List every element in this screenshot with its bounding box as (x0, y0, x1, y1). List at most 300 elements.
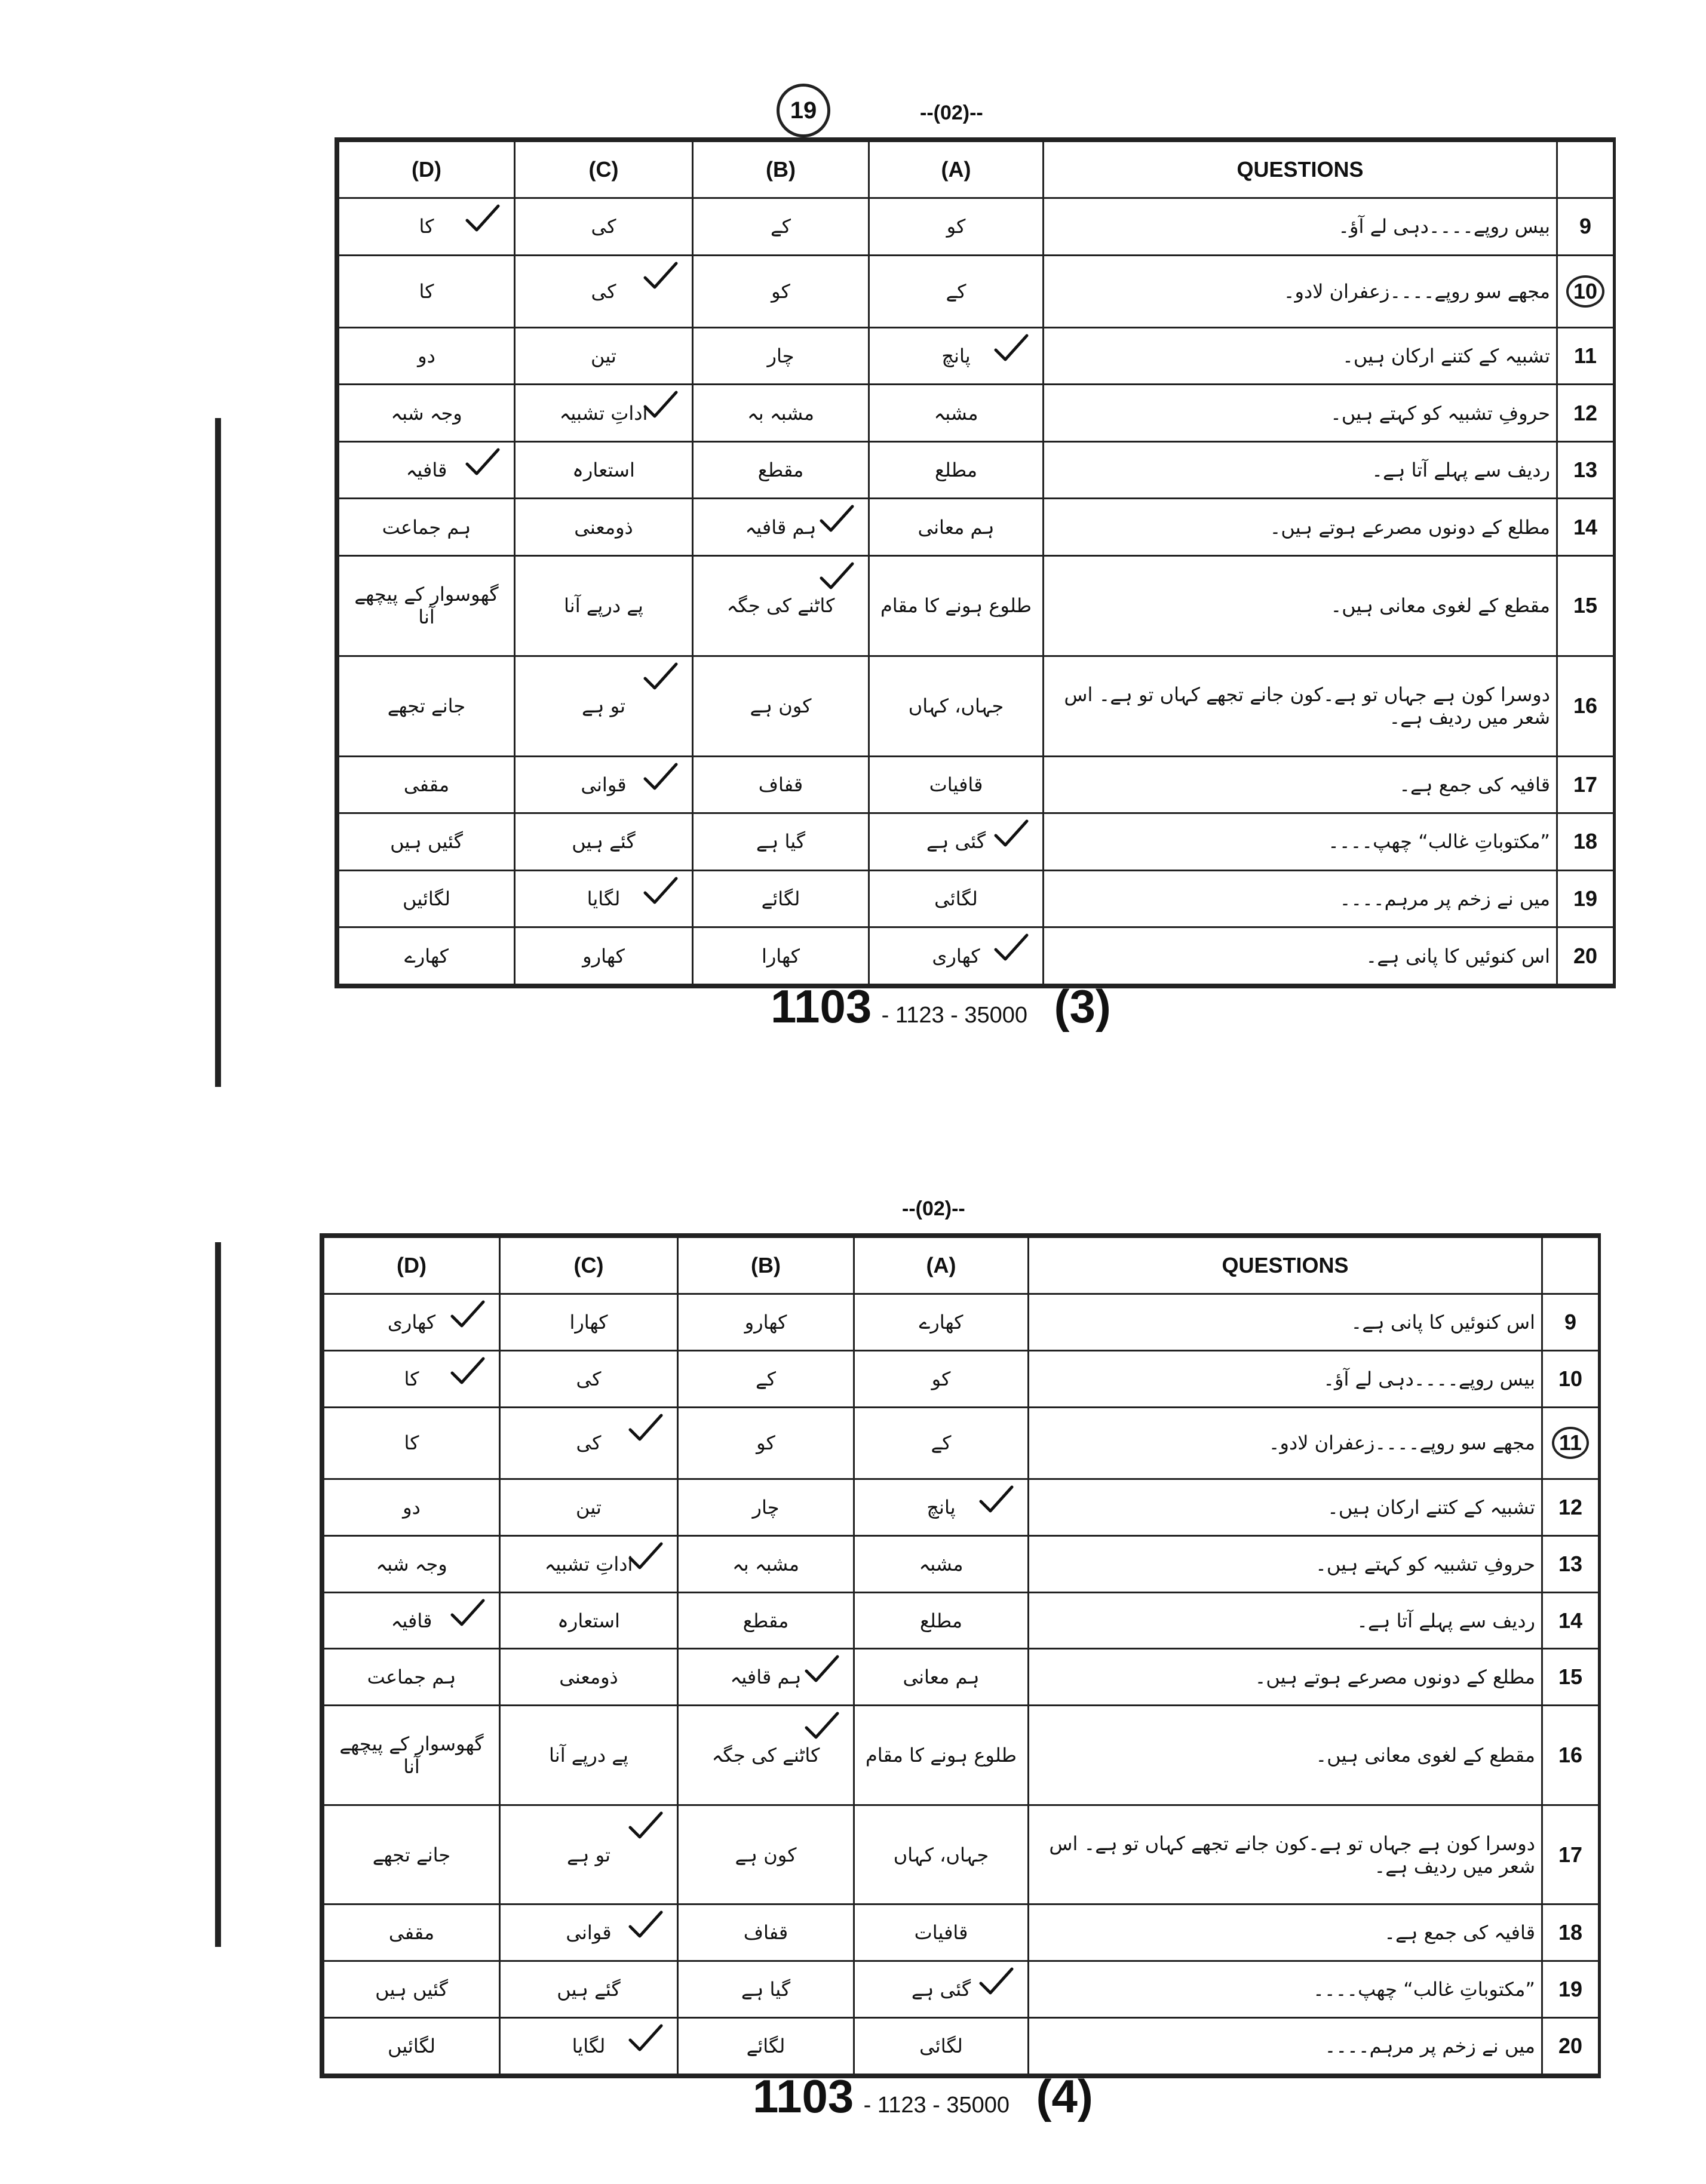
option-text: کے (756, 1367, 776, 1390)
question-number (1557, 555, 1614, 656)
option-d (324, 1350, 500, 1407)
question-number (1557, 499, 1614, 556)
option-b (678, 1706, 854, 1805)
option-c (515, 499, 693, 556)
option-text: اداتِ تشبیہ (544, 1552, 633, 1575)
option-d (324, 1961, 500, 2018)
option-text: کا (419, 279, 434, 303)
table-row (324, 1961, 1599, 2018)
question-number (1542, 1905, 1599, 1961)
option-text: کھاری (387, 1310, 436, 1334)
option-text: قافیات (914, 1921, 968, 1945)
option-text: گئے ہیں (557, 1978, 621, 2001)
question-text: ردیف سے پہلے آتا ہے۔ (1029, 1592, 1542, 1649)
option-text: مطلع (934, 459, 977, 482)
checkmark-icon (450, 1598, 486, 1628)
option-a (869, 656, 1044, 756)
option-b (678, 1535, 854, 1592)
question-number-text: 18 (1558, 1920, 1583, 1945)
question-number-text: 9 (1579, 214, 1592, 239)
scan-edge-line-top (215, 418, 221, 1087)
question-number (1557, 656, 1614, 756)
table-row (339, 255, 1614, 327)
option-c (500, 1407, 678, 1479)
question-number (1557, 255, 1614, 327)
question-number (1542, 1592, 1599, 1649)
question-number-text: 19 (1573, 886, 1598, 911)
option-text: ہم جماعت (367, 1666, 456, 1689)
option-b (678, 1407, 854, 1479)
option-text: کے (946, 279, 966, 303)
question-text: تشبیہ کے کتنے ارکان ہیں۔ (1029, 1479, 1542, 1535)
option-c (515, 385, 693, 442)
header-questions: QUESTIONS (1029, 1237, 1542, 1294)
header-a: (A) (854, 1237, 1029, 1294)
option-b (693, 499, 869, 556)
option-c (500, 1706, 678, 1805)
option-text: جانے تجھے (387, 695, 466, 718)
option-text: تین (576, 1495, 602, 1519)
option-c (515, 441, 693, 499)
question-text: مجھے سو روپے۔۔۔۔زعفران لادو۔ (1044, 255, 1557, 327)
option-text: وجہ شبہ (376, 1552, 447, 1575)
checkmark-icon (643, 261, 679, 291)
checkmark-icon (643, 390, 679, 420)
option-text: پے درپے آنا (549, 1744, 628, 1767)
option-d (324, 1535, 500, 1592)
option-a (854, 1350, 1029, 1407)
table-row (324, 1805, 1599, 1905)
option-a (854, 1649, 1029, 1706)
question-number-text: 20 (1558, 2034, 1583, 2059)
option-text: کھارے (919, 1310, 964, 1334)
option-b (693, 927, 869, 985)
question-number-text: 17 (1573, 772, 1598, 797)
question-number (1557, 756, 1614, 813)
question-number (1542, 2018, 1599, 2075)
option-d (339, 441, 515, 499)
table-row (324, 1649, 1599, 1706)
header-c: (C) (500, 1237, 678, 1294)
question-text: میں نے زخم پر مرہم۔۔۔۔ (1029, 2018, 1542, 2075)
question-number-text: 15 (1573, 593, 1598, 618)
option-text: قافیات (929, 773, 983, 796)
header-d: (D) (339, 142, 515, 198)
option-b (693, 555, 869, 656)
option-c (500, 2018, 678, 2075)
question-number (1557, 327, 1614, 385)
option-text: لگائیں (387, 2035, 436, 2058)
question-number (1542, 1535, 1599, 1592)
option-a (869, 870, 1044, 927)
question-number (1557, 927, 1614, 985)
question-text: میں نے زخم پر مرہم۔۔۔۔ (1044, 870, 1557, 927)
checkmark-icon (993, 933, 1029, 963)
option-text: کو (756, 1432, 775, 1455)
question-text: حروفِ تشبیہ کو کہتے ہیں۔ (1044, 385, 1557, 442)
question-text: ”مکتوباتِ غالب“ چھپ۔۔۔۔ (1029, 1961, 1542, 2018)
option-text: کی (591, 279, 616, 303)
option-a (869, 927, 1044, 985)
table-row (339, 870, 1614, 927)
option-text: استعارہ (557, 1609, 620, 1632)
checkmark-icon (643, 662, 679, 692)
option-c (500, 1592, 678, 1649)
option-text: گئی ہے (926, 830, 986, 853)
option-text: مقطع (757, 459, 804, 482)
answer-table-top (335, 137, 1616, 988)
option-c (500, 1294, 678, 1351)
option-text: کا (404, 1367, 419, 1390)
option-a (869, 756, 1044, 813)
table-row (324, 2018, 1599, 2075)
option-d (339, 385, 515, 442)
option-d (324, 1479, 500, 1535)
option-a (869, 385, 1044, 442)
option-text: لگایا (587, 887, 621, 910)
option-text: قافیہ (391, 1609, 432, 1632)
option-text: قافیہ (406, 459, 447, 482)
option-text: پانچ (941, 344, 971, 367)
option-text: قفاف (743, 1921, 788, 1945)
option-b (693, 870, 869, 927)
option-text: کھارے (404, 944, 449, 967)
option-c (515, 870, 693, 927)
option-a (854, 1592, 1029, 1649)
option-text: گئیں ہیں (390, 830, 463, 853)
table-row (324, 1479, 1599, 1535)
footer-page: (3) (1054, 980, 1111, 1033)
option-d (324, 1905, 500, 1961)
question-number-text: 12 (1573, 400, 1598, 425)
option-text: کا (404, 1432, 419, 1455)
option-d (324, 1649, 500, 1706)
option-d (324, 1294, 500, 1351)
option-b (693, 255, 869, 327)
question-text: تشبیہ کے کتنے ارکان ہیں۔ (1044, 327, 1557, 385)
option-c (515, 255, 693, 327)
question-number-text: 14 (1558, 1608, 1583, 1633)
option-d (339, 756, 515, 813)
table-row (339, 499, 1614, 556)
option-text: وجہ شبہ (391, 401, 462, 425)
option-a (869, 327, 1044, 385)
option-text: لگائے (761, 887, 800, 910)
option-d (339, 870, 515, 927)
checkmark-icon (993, 819, 1029, 849)
question-number-text: 17 (1558, 1842, 1583, 1867)
question-number-text: 18 (1573, 829, 1598, 854)
table-row (324, 1407, 1599, 1479)
question-number (1542, 1961, 1599, 2018)
option-a (869, 255, 1044, 327)
option-c (500, 1805, 678, 1905)
option-text: چار (752, 1495, 780, 1519)
option-b (678, 1350, 854, 1407)
option-b (678, 2018, 854, 2075)
option-c (500, 1649, 678, 1706)
checkmark-icon (643, 762, 679, 792)
option-b (678, 1649, 854, 1706)
option-c (515, 927, 693, 985)
question-number-text: 16 (1573, 693, 1598, 718)
footer-top (771, 979, 1111, 1034)
option-d (339, 198, 515, 256)
checkmark-icon (450, 1300, 486, 1329)
table-row (339, 327, 1614, 385)
header-questions: QUESTIONS (1044, 142, 1557, 198)
option-text: اداتِ تشبیہ (559, 401, 648, 425)
option-a (854, 1706, 1029, 1805)
question-number-text: 19 (1558, 1977, 1583, 2002)
option-text: طلوع ہونے کا مقام (880, 594, 1032, 618)
option-d (339, 499, 515, 556)
question-number (1542, 1706, 1599, 1805)
option-text: تین (591, 344, 616, 367)
option-c (500, 1479, 678, 1535)
option-b (678, 1961, 854, 2018)
question-text: اس کنوئیں کا پانی ہے۔ (1029, 1294, 1542, 1351)
header-a: (A) (869, 142, 1044, 198)
option-b (678, 1905, 854, 1961)
option-text: گھوسوار کے پیچھے آنا (354, 583, 499, 629)
option-b (693, 385, 869, 442)
header-num (1557, 142, 1614, 198)
option-text: پے درپے آنا (564, 594, 643, 618)
option-text: پانچ (926, 1495, 956, 1519)
checkmark-icon (628, 1413, 664, 1443)
option-c (515, 327, 693, 385)
question-number-text: 12 (1558, 1494, 1583, 1519)
question-text: اس کنوئیں کا پانی ہے۔ (1044, 927, 1557, 985)
table-row (339, 555, 1614, 656)
checkmark-icon (819, 504, 855, 534)
option-text: ہم قافیہ (745, 515, 817, 539)
question-text: بیس روپے۔۔۔۔دہی لے آؤ۔ (1044, 198, 1557, 256)
question-text: قافیہ کی جمع ہے۔ (1044, 756, 1557, 813)
table-row (324, 1294, 1599, 1351)
checkmark-icon (993, 333, 1029, 363)
footer-serial: - 1123 - 35000 (881, 1003, 1028, 1028)
question-number-text: 10 (1566, 275, 1604, 308)
checkmark-icon (628, 2023, 664, 2053)
option-text: کو (931, 1367, 951, 1390)
page-marker-bottom: --(02)-- (902, 1197, 965, 1220)
option-text: کون ہے (735, 1843, 797, 1866)
option-d (324, 1805, 500, 1905)
option-text: جہاں، کہاں (908, 695, 1004, 718)
option-text: لگائے (746, 2035, 786, 2058)
option-c (500, 1350, 678, 1407)
option-b (693, 656, 869, 756)
footer-page: (4) (1036, 2070, 1093, 2122)
option-b (678, 1479, 854, 1535)
table-row (339, 656, 1614, 756)
option-d (339, 656, 515, 756)
question-text: ردیف سے پہلے آتا ہے۔ (1044, 441, 1557, 499)
option-text: ذومعنی (559, 1666, 618, 1689)
option-text: لگایا (572, 2035, 606, 2058)
question-number (1557, 813, 1614, 871)
option-text: کا (419, 215, 434, 238)
option-d (339, 255, 515, 327)
option-d (339, 813, 515, 871)
question-text: بیس روپے۔۔۔۔دہی لے آؤ۔ (1029, 1350, 1542, 1407)
table-row (339, 756, 1614, 813)
table-row (324, 1592, 1599, 1649)
question-number-text: 13 (1558, 1551, 1583, 1576)
option-text: مشبہ (934, 401, 978, 425)
option-text: ہم معانی (903, 1666, 980, 1689)
option-a (869, 441, 1044, 499)
checkmark-icon (978, 1485, 1014, 1515)
option-a (854, 1294, 1029, 1351)
option-d (324, 1407, 500, 1479)
option-text: تو ہے (581, 695, 626, 718)
option-d (339, 327, 515, 385)
table-row (339, 198, 1614, 256)
table-row (324, 1350, 1599, 1407)
option-text: گئے ہیں (572, 830, 636, 853)
option-c (515, 813, 693, 871)
option-text: مشبہ بہ (747, 401, 814, 425)
option-text: مقفی (403, 773, 450, 796)
question-number-text: 9 (1564, 1309, 1577, 1334)
option-text: مشبہ (919, 1552, 964, 1575)
option-c (500, 1961, 678, 2018)
footer-serial: - 1123 - 35000 (863, 2093, 1010, 2118)
answer-table-bottom (320, 1233, 1601, 2078)
option-a (854, 1479, 1029, 1535)
question-text: دوسرا کون ہے جہاں تو ہے۔کون جانے تجھے کہاں تو ہے۔ اس شعر میں ردیف ہے۔ (1029, 1805, 1542, 1905)
option-text: مقفی (388, 1921, 435, 1945)
scan-edge-line-bottom (215, 1242, 221, 1947)
option-text: کی (576, 1367, 602, 1390)
handwritten-circle-number: 19 (777, 84, 830, 137)
option-c (500, 1905, 678, 1961)
question-number-text: 16 (1558, 1743, 1583, 1768)
option-text: کون ہے (750, 695, 812, 718)
question-number (1557, 198, 1614, 256)
option-c (515, 198, 693, 256)
option-text: تو ہے (566, 1843, 611, 1866)
checkmark-icon (804, 1654, 840, 1684)
question-number (1542, 1407, 1599, 1479)
header-num (1542, 1237, 1599, 1294)
checkmark-icon (450, 1356, 486, 1386)
option-b (678, 1592, 854, 1649)
question-text: قافیہ کی جمع ہے۔ (1029, 1905, 1542, 1961)
option-text: جہاں، کہاں (893, 1843, 989, 1866)
question-number-text: 11 (1573, 343, 1597, 368)
option-text: گئی ہے (911, 1978, 971, 2001)
footer-code: 1103 (771, 980, 872, 1033)
option-c (515, 756, 693, 813)
option-text: قوانی (566, 1921, 612, 1945)
table-row (324, 1706, 1599, 1805)
table-row (339, 927, 1614, 985)
question-number-text: 20 (1573, 943, 1598, 968)
option-b (693, 441, 869, 499)
question-number (1557, 385, 1614, 442)
question-text: مقطع کے لغوی معانی ہیں۔ (1044, 555, 1557, 656)
footer-bottom (753, 2069, 1093, 2124)
option-a (854, 1407, 1029, 1479)
option-c (515, 656, 693, 756)
option-text: ہم جماعت (382, 515, 471, 539)
option-text: دو (403, 1495, 421, 1519)
option-text: گھوسوار کے پیچھے آنا (339, 1733, 484, 1778)
option-b (693, 756, 869, 813)
table-row (339, 385, 1614, 442)
option-b (678, 1805, 854, 1905)
question-text: مجھے سو روپے۔۔۔۔زعفران لادو۔ (1029, 1407, 1542, 1479)
option-d (324, 1592, 500, 1649)
option-text: کے (931, 1432, 952, 1455)
checkmark-icon (628, 1541, 664, 1571)
question-text: ”مکتوباتِ غالب“ چھپ۔۔۔۔ (1044, 813, 1557, 871)
header-d: (D) (324, 1237, 500, 1294)
checkmark-icon (978, 1967, 1014, 1996)
option-d (339, 927, 515, 985)
option-a (869, 198, 1044, 256)
option-d (324, 1706, 500, 1805)
header-c: (C) (515, 142, 693, 198)
option-text: جانے تجھے (372, 1843, 451, 1866)
option-text: گئیں ہیں (375, 1978, 448, 2001)
option-c (515, 555, 693, 656)
question-number (1542, 1649, 1599, 1706)
option-text: استعارہ (572, 459, 635, 482)
question-number-text: 15 (1558, 1664, 1583, 1690)
question-number (1542, 1294, 1599, 1351)
option-d (324, 2018, 500, 2075)
option-text: لگائی (934, 887, 978, 910)
checkmark-icon (643, 876, 679, 906)
footer-code: 1103 (753, 2070, 854, 2122)
option-text: کھارا (761, 944, 800, 967)
option-text: کی (576, 1432, 602, 1455)
table-row (324, 1535, 1599, 1592)
option-text: ذومعنی (574, 515, 633, 539)
option-b (693, 198, 869, 256)
question-text: دوسرا کون ہے جہاں تو ہے۔کون جانے تجھے کہاں تو ہے۔ اس شعر میں ردیف ہے۔ (1044, 656, 1557, 756)
option-text: کو (771, 279, 790, 303)
header-b: (B) (678, 1237, 854, 1294)
header-b: (B) (693, 142, 869, 198)
table-row (339, 813, 1614, 871)
option-b (678, 1294, 854, 1351)
option-text: کو (946, 215, 966, 238)
option-text: مطلع (919, 1609, 962, 1632)
option-b (693, 813, 869, 871)
question-text: مطلع کے دونوں مصرعے ہوتے ہیں۔ (1029, 1649, 1542, 1706)
option-d (339, 555, 515, 656)
option-text: دو (418, 344, 435, 367)
question-text: مطلع کے دونوں مصرعے ہوتے ہیں۔ (1044, 499, 1557, 556)
question-number (1542, 1479, 1599, 1535)
option-text: گیا ہے (741, 1978, 791, 2001)
page-marker-top: --(02)-- (920, 102, 983, 124)
option-a (869, 555, 1044, 656)
question-number-text: 14 (1573, 514, 1598, 539)
option-a (854, 1961, 1029, 2018)
option-text: گیا ہے (756, 830, 806, 853)
option-text: کھاری (932, 944, 980, 967)
option-a (854, 1805, 1029, 1905)
checkmark-icon (465, 204, 501, 234)
checkmark-icon (819, 561, 855, 591)
